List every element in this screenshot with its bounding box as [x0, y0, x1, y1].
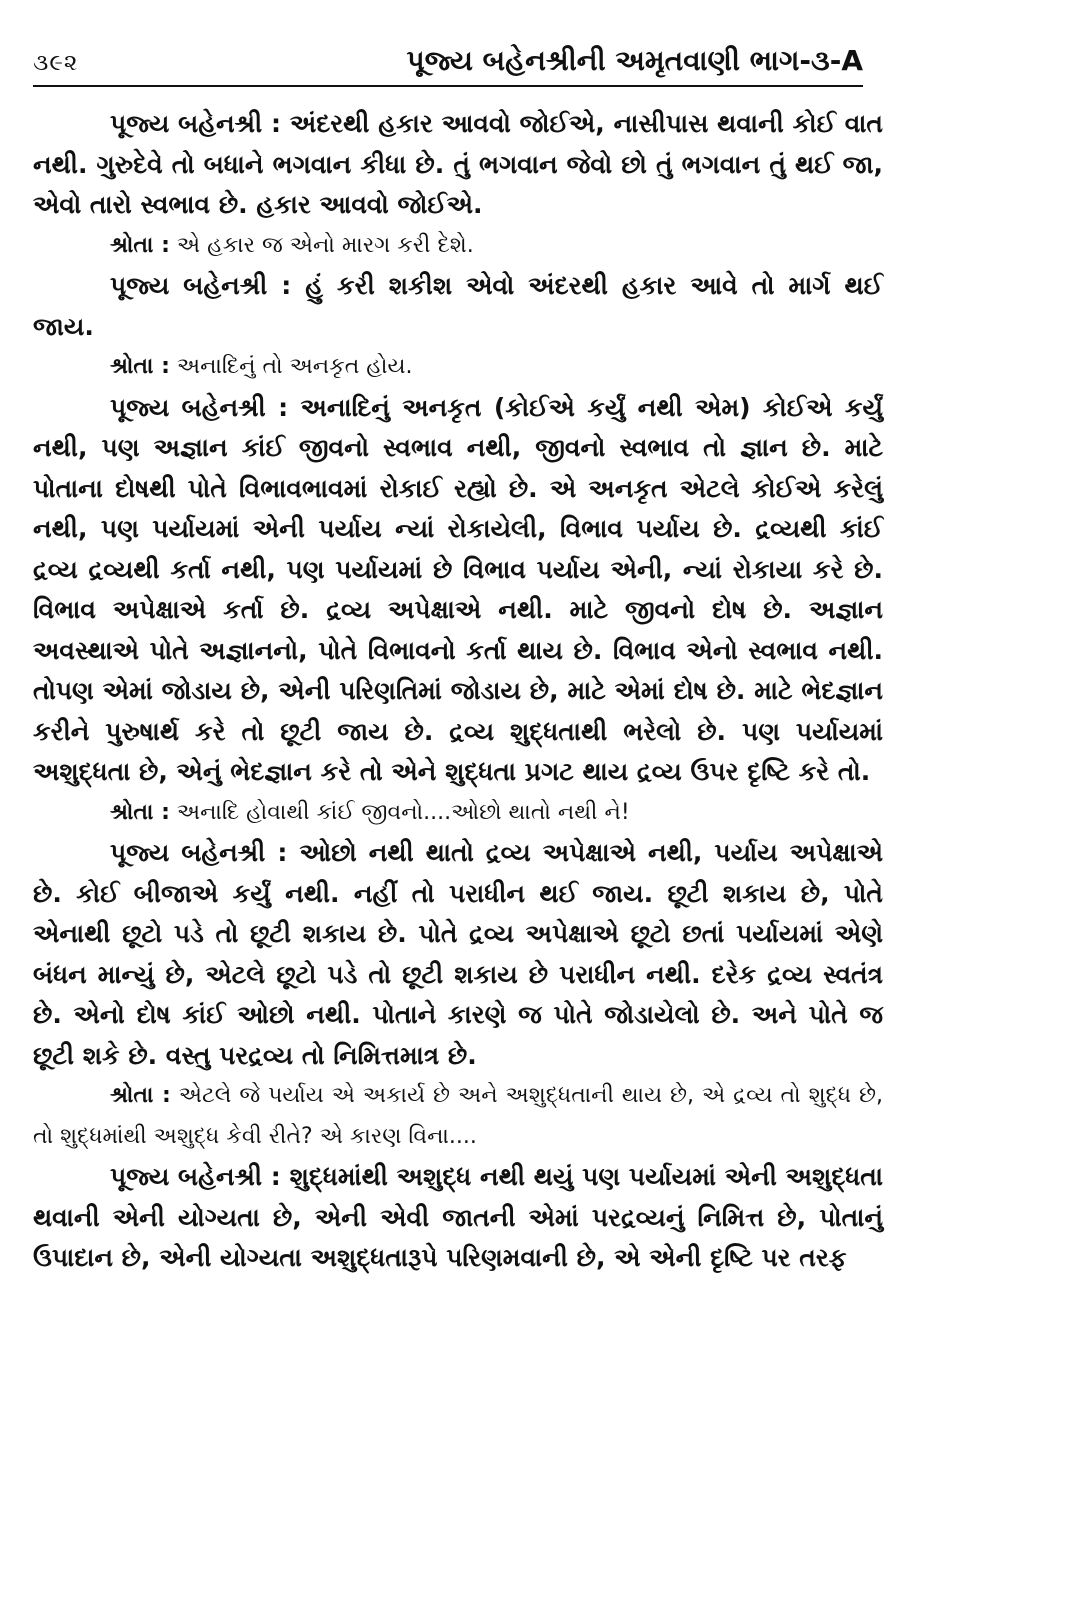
- paragraph-8: [33, 1076, 883, 1157]
- paragraph-text: એ હકાર જ એનો મારગ કરી દેશે.: [169, 232, 474, 258]
- speaker-label: પૂજ્ય બહેનશ્રી :: [110, 838, 288, 867]
- paragraph-text: અંદરથી હકાર આવવો જોઈએ, નાસીપાસ થવાની કોઈ વાત નથી. ગુરુદેવે તો બધાને ભગવાન કીધા છે. તું ભગવાન જેવો છો તું ભગવાન તું થઈ જા, એવો તારો સ્વભાવ છે. હકાર આવવો જોઈએ.: [33, 109, 883, 219]
- paragraph-9: [33, 1157, 883, 1279]
- paragraph-6: [33, 793, 883, 834]
- speaker-label: શ્રોતા :: [110, 1083, 171, 1108]
- paragraph-text: હું કરી શકીશ એવો અંદરથી હકાર આવે તો માર્ગ થઈ જાય.: [33, 271, 883, 341]
- paragraph-7: [33, 833, 883, 1076]
- running-head: પૂજ્ય બહેનશ્રીની અમૃતવાણી ભાગ-૩-A: [406, 44, 863, 77]
- speaker-label: શ્રોતા :: [110, 799, 170, 825]
- page-header: [33, 44, 863, 84]
- paragraph-2: [33, 226, 883, 267]
- paragraph-text: ઓછો નથી થાતો દ્રવ્ય અપેક્ષાએ નથી, પર્યાય અપેક્ષાએ છે. કોઈ બીજાએ કર્યું નથી. નહીં તો પરાધીન થઈ જાય. છૂટી શકાય છે, પોતે એનાથી છૂટો પડે તો છૂટી શકાય છે. પોતે દ્રવ્ય અપેક્ષાએ છૂટો છતાં પર્યાયમાં એણે બંધન માન્યું છે, એટલે છૂટો પડે તો છૂટી શકાય છે પરાધીન નથી. દરેક દ્રવ્ય સ્વતંત્ર છે. એનો દોષ કાંઈ ઓછો નથી. પોતાને કારણે જ પોતે જોડાયેલો છે. અને પોતે જ છૂટી શકે છે. વસ્તુ પરદ્રવ્ય તો નિમિત્તમાત્ર છે.: [33, 838, 883, 1070]
- speaker-label: પૂજ્ય બહેનશ્રી :: [110, 392, 289, 422]
- paragraph-3: [33, 266, 883, 347]
- speaker-label: પૂજ્ય બહેનશ્રી :: [110, 1162, 281, 1191]
- paragraph-text: અનાદિનું તો અનકૃત હોય.: [169, 354, 413, 379]
- speaker-label: પૂજ્ય બહેનશ્રી :: [110, 109, 281, 138]
- paragraph-text: શુદ્ધમાંથી અશુદ્ધ નથી થયું પણ પર્યાયમાં એની અશુદ્ધતા થવાની એની યોગ્યતા છે, એની એવી જાતની એમાં પરદ્રવ્યનું નિમિત્ત છે, પોતાનું ઉપાદાન છે, એની યોગ્યતા અશુદ્ધતારૂપે પરિણમવાની છે, એ એની દૃષ્ટિ પર તરફ: [33, 1162, 883, 1272]
- paragraph-5: [33, 388, 883, 793]
- paragraph-text: અનાદિ હોવાથી કાંઈ જીવનો....ઓછો થાતો નથી ને!: [169, 799, 630, 825]
- page-body: [33, 104, 883, 1279]
- page-number: ૩૯૨: [33, 50, 79, 76]
- speaker-label: શ્રોતા :: [110, 354, 170, 379]
- paragraph-4: [33, 347, 883, 388]
- paragraph-1: [33, 104, 883, 226]
- speaker-label: શ્રોતા :: [110, 232, 170, 258]
- speaker-label: પૂજ્ય બહેનશ્રી :: [110, 271, 292, 300]
- header-rule: [33, 85, 863, 87]
- paragraph-text: અનાદિનું અનકૃત (કોઈએ કર્યું નથી એમ) કોઈએ કર્યું નથી, પણ અજ્ઞાન કાંઈ જીવનો સ્વભાવ નથી, જીવનો સ્વભાવ તો જ્ઞાન છે. માટે પોતાના દોષથી પોતે વિભાવભાવમાં રોકાઈ રહ્યો છે. એ અનકૃત એટલે કોઈએ કરેલું નથી, પણ પર્યાયમાં એની પર્યાય ન્યાં રોકાયેલી, વિભાવ પર્યાય છે. દ્રવ્યથી કાંઈ દ્રવ્ય દ્રવ્યથી કર્તા નથી, પણ પર્યાયમાં છે વિભાવ પર્યાય એની, ન્યાં રોકાયા કરે છે. વિભાવ અપેક્ષાએ કર્તા છે. દ્રવ્ય અપેક્ષાએ નથી. માટે જીવનો દોષ છે. અજ્ઞાન અવસ્થાએ પોતે અજ્ઞાનનો, પોતે વિભાવનો કર્તા થાય છે. વિભાવ એનો સ્વભાવ નથી. તોપણ એમાં જોડાય છે, એની પરિણતિમાં જોડાય છે, માટે એમાં દોષ છે. માટે ભેદજ્ઞાન કરીને પુરુષાર્થ કરે તો છૂટી જાય છે. દ્રવ્ય શુદ્ધતાથી ભરેલો છે. પણ પર્યાયમાં અશુદ્ધતા છે, એનું ભેદજ્ઞાન કરે તો એને શુદ્ધતા પ્રગટ થાય દ્રવ્ય ઉપર દૃષ્ટિ કરે તો.: [33, 392, 883, 786]
- paragraph-text: એટલે જે પર્યાય એ અકાર્ય છે અને અશુદ્ધતાની થાય છે, એ દ્રવ્ય તો શુદ્ધ છે, તો શુદ્ધમાંથી અશુદ્ધ કેવી રીતે? એ કારણ વિના....: [33, 1083, 883, 1149]
